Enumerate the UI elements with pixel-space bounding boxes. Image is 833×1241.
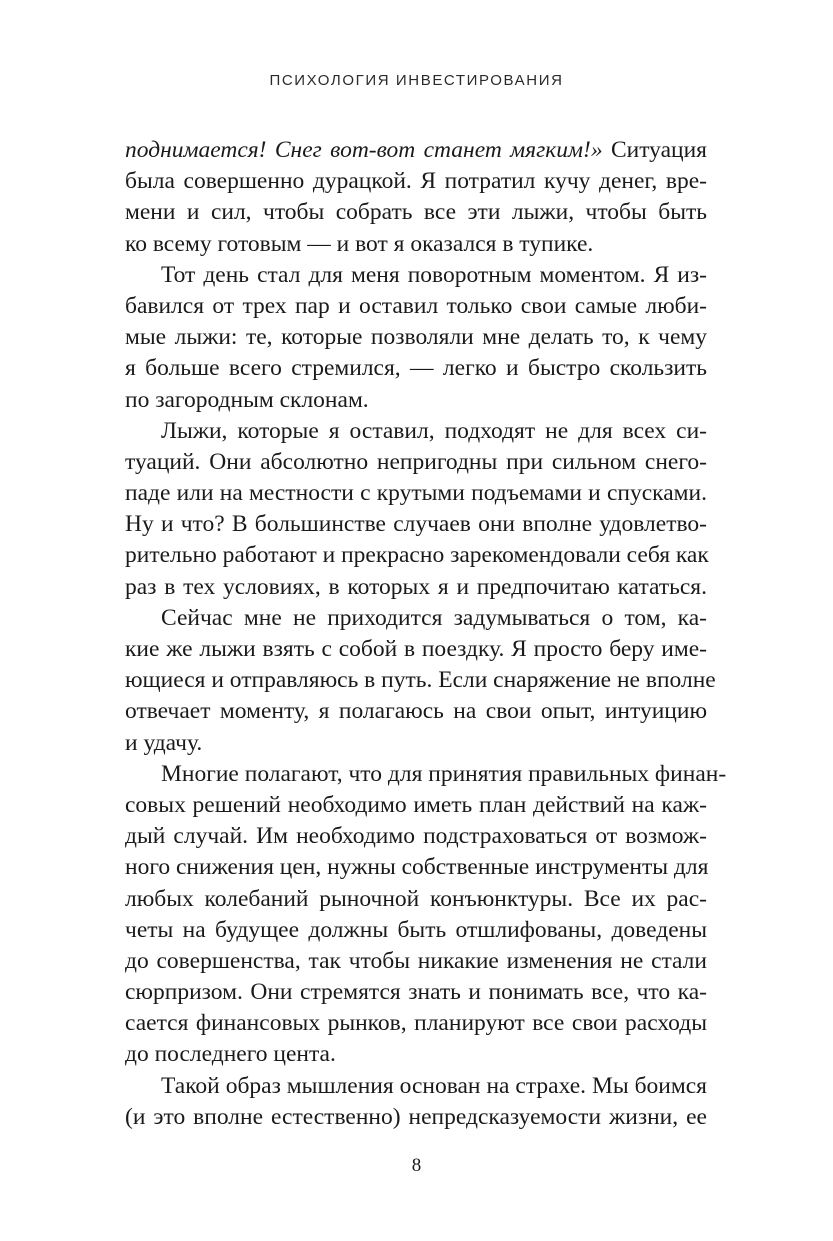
- text-line: ного снижения цен, нужны собственные инструменты для: [125, 854, 709, 881]
- text-line: мые лыжи: те, которые позволяли мне делать то, к чему: [125, 324, 707, 351]
- text-line: сается финансовых рынков, планируют все свои расходы: [125, 1010, 707, 1037]
- text-line: кие же лыжи взять с собой в поездку. Я просто беру име-: [125, 636, 707, 662]
- text-line: и удачу.: [125, 729, 203, 756]
- text-line: четы на будущее должны быть отшлифованы, доведены: [125, 916, 707, 943]
- text-line: [125, 135, 707, 166]
- running-header: ПСИХОЛОГИЯ ИНВЕСТИРОВАНИЯ: [269, 72, 564, 89]
- text-line: совых решений необходимо иметь план действий на каж-: [125, 791, 707, 818]
- text-line: мени и сил, чтобы собрать все эти лыжи, чтобы быть: [125, 199, 707, 226]
- text-line: сюрпризом. Они стремятся знать и понимать все, что ка-: [125, 979, 707, 1006]
- text-line: любых колебаний рыночной конъюнктуры. Все их рас-: [125, 885, 707, 912]
- text-line: Тот день стал для меня поворотным моментом. Я из-: [161, 261, 707, 288]
- text-line: дый случай. Им необходимо подстраховаться от возмож-: [125, 823, 707, 850]
- text-line: раз в тех условиях, в которых я и предпочитаю кататься.: [125, 573, 707, 600]
- text-line: (и это вполне естественно) непредсказуемости жизни, ее: [125, 1103, 707, 1130]
- line-text: Ситуация: [602, 137, 707, 163]
- text-line: рительно работают и прекрасно зарекомендовали себя как: [125, 542, 709, 569]
- text-line: Ну и что? В большинстве случаев они вполне удовлетво-: [125, 511, 707, 538]
- italic-quote: поднимается! Снег вот-вот станет мягким!»: [125, 137, 603, 163]
- text-line: я больше всего стремился, — легко и быстро скользить: [125, 355, 707, 382]
- text-line: до последнего цента.: [125, 1041, 336, 1068]
- text-line: ко всему готовым — и вот я оказался в тупике.: [125, 230, 594, 257]
- text-line: Сейчас мне не приходится задумываться о том, ка-: [161, 604, 707, 631]
- text-line: туаций. Они абсолютно непригодны при сильном снего-: [125, 448, 707, 475]
- text-line: по загородным склонам.: [125, 386, 369, 413]
- page-number: 8: [411, 1155, 422, 1176]
- text-line: до совершенства, так чтобы никакие изменения не стали: [125, 947, 707, 974]
- text-line: Многие полагают, что для принятия правильных финан-: [161, 760, 727, 787]
- text-line: отвечает моменту, я полагаюсь на свои опыт, интуицию: [125, 698, 707, 725]
- text-line: Лыжи, которые я оставил, подходят не для всех си-: [161, 417, 707, 444]
- text-line: бавился от трех пар и оставил только свои самые люби-: [125, 292, 707, 319]
- text-line: паде или на местности с крутыми подъемами и спусками.: [125, 480, 707, 507]
- body-text: [125, 135, 727, 1133]
- text-line: ющиеся и отправляюсь в путь. Если снаряжение не вполне: [125, 667, 716, 694]
- text-line: Такой образ мышления основан на страхе. Мы боимся: [161, 1072, 707, 1099]
- text-line: была совершенно дурацкой. Я потратил кучу денег, вре-: [125, 168, 707, 195]
